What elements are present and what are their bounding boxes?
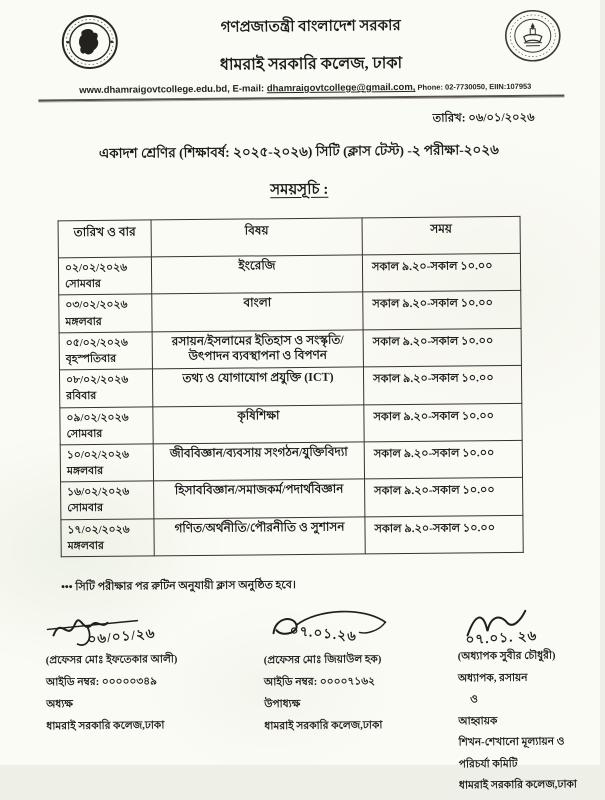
college-seal-icon: [502, 8, 565, 70]
col-header-time: সময়: [362, 216, 520, 255]
phone-eiin-text: Phone: 02-7730050, EIIN:107953: [415, 81, 532, 92]
cell-time: সকাল ৯.২০-সকাল ১০.০০: [362, 253, 520, 292]
cell-time: সকাল ৯.২০-সকাল ১০.০০: [363, 328, 521, 367]
exam-title: একাদশ শ্রেণির (শিক্ষাবর্ষ: ২০২৫-২০২৬) সিটি (ক্লাস টেস্ট) -২ পরীক্ষা-২০২৬: [98, 142, 499, 161]
convener-and-text: ও: [470, 694, 479, 706]
principal-designation: অধ্যক্ষ: [46, 699, 74, 711]
cell-subject: তথ্য ও যোগাযোগ প্রযুক্তি (ICT): [152, 367, 363, 406]
cell-subject: বাংলা: [152, 292, 363, 331]
cell-date-day: ০৯/০২/২০২৬ সোমবার: [60, 406, 153, 444]
cell-date-day: ০৫/০২/২০২৬ বৃহস্পতিবার: [59, 332, 152, 370]
cell-subject: হিসাববিজ্ঞান/সমাজকর্ম/পদার্থবিজ্ঞান: [154, 479, 365, 518]
cell-time: সকাল ৯.২০-সকাল ১০.০০: [365, 515, 523, 554]
table-row: [59, 328, 521, 370]
issue-date: তারিখ: ০৬/০১/২০২৬: [432, 111, 535, 125]
signature-section: [45, 604, 577, 799]
cell-date-day: ১০/০২/২০২৬ মঙ্গলবার: [60, 444, 153, 482]
bangladesh-govt-seal-icon: [60, 13, 121, 77]
cell-subject: জীববিজ্ঞান/ব্যবসায় সংগঠন/যুক্তিবিদ্যা: [153, 442, 364, 481]
cell-date-day: ১৭/০২/২০২৬ মঙ্গলবার: [61, 519, 154, 557]
signature-block-convener: [457, 604, 577, 795]
convener-name: (অধ্যাপক সুবীর চৌধুরী): [457, 650, 556, 663]
schedule-heading: সময়সূচি :: [270, 181, 329, 199]
col-header-subject: বিষয়: [151, 218, 362, 257]
principal-id: আইডি নম্বর: ০০০০০৩৪৯: [45, 676, 158, 689]
convener-designation: অধ্যাপক, রসায়ন: [457, 672, 528, 685]
cell-subject: ইংরেজি: [151, 255, 362, 294]
cell-date-day: ১৬/০২/২০২৬ সোমবার: [61, 481, 154, 519]
college-title: ধামরাই সরকারি কলেজ, ঢাকা: [219, 55, 403, 74]
masthead-titles: [120, 9, 503, 80]
table-row: [61, 515, 523, 557]
government-title: গণপ্রজাতন্ত্রী বাংলাদেশ সরকার: [220, 18, 401, 36]
exam-schedule-table: [58, 216, 524, 557]
vice-principal-name: (প্রফেসর মোঃ জিয়াউল হক): [263, 654, 382, 667]
cell-date-day: ০২/০২/২০২৬ সোমবার: [58, 257, 151, 295]
cell-subject: কৃষিশিক্ষা: [153, 404, 364, 443]
col-header-date-day: তারিখ ও বার: [58, 220, 151, 258]
footnote: ••• সিটি পরীক্ষার পর রুটিন অনুযায়ী ক্লাস অনুষ্ঠিত হবে।: [60, 579, 296, 594]
principal-institution: ধামরাই সরকারি কলেজ,ঢাকা: [46, 720, 165, 733]
email-link: dhamraigovtcollege@gmail.com,: [266, 81, 416, 95]
cell-time: সকাল ৯.২০-সকাল ১০.০০: [364, 440, 522, 479]
vice-principal-institution: ধামরাই সরকারি কলেজ,ঢাকা: [264, 720, 383, 733]
cell-date-day: ০৩/০২/২০২৬ মঙ্গলবার: [59, 294, 152, 332]
signature-block-vice-principal: [263, 606, 443, 798]
cell-time: সকাল ৯.২০-সকাল ১০.০০: [363, 366, 521, 405]
website-text: www.dhamraigovtcollege.edu.bd,: [79, 83, 230, 97]
table-header-row: [58, 216, 520, 257]
principal-handwritten-date: ০৬/০১/২৬: [86, 625, 157, 647]
signature-block-principal: [45, 608, 243, 800]
vice-principal-handwritten-date: ০৭.০১.২৬: [289, 622, 358, 644]
cell-time: সকাল ৯.২০-সকাল ১০.০০: [365, 478, 523, 517]
table-row: [60, 403, 522, 445]
masthead: [0, 0, 598, 81]
convener-committee-line1: শিখন-শেখানো মূল্যায়ন ও: [458, 736, 565, 749]
cell-time: সকাল ৯.২০-সকাল ১০.০০: [363, 291, 521, 330]
cell-subject: গণিত/অর্থনীতি/পৌরনীতি ও সুশাসন: [154, 517, 365, 556]
convener-institution: ধামরাই সরকারি কলেজ,ঢাকা: [458, 779, 578, 792]
table-row: [58, 253, 520, 295]
principal-name: (প্রফেসর মোঃ ইফতেকার আলী): [45, 654, 178, 667]
table-row: [59, 366, 521, 408]
convener-handwritten-date: ০৭.০১. ২৬: [465, 627, 538, 648]
cell-date-day: ০৮/০২/২০২৬ রবিবার: [59, 369, 152, 407]
cell-time: সকাল ৯.২০-সকাল ১০.০০: [364, 403, 522, 442]
convener-committee-line2: পরিচর্যা কমিটি: [458, 758, 518, 770]
email-label: E-mail:: [229, 83, 267, 95]
table-row: [59, 291, 521, 333]
table-row: [60, 440, 522, 482]
vice-principal-id: আইডি নম্বর: ০০০০৭১৬২: [263, 676, 376, 689]
cell-subject: রসায়ন/ইসলামের ইতিহাস ও সংস্কৃতি/উৎপাদন ব্যবস্থাপনা ও বিপণন: [152, 330, 363, 369]
table-row: [61, 478, 523, 520]
convener-role: আহ্বায়ক: [458, 715, 498, 728]
vice-principal-designation: উপাধ্যক্ষ: [264, 699, 301, 711]
